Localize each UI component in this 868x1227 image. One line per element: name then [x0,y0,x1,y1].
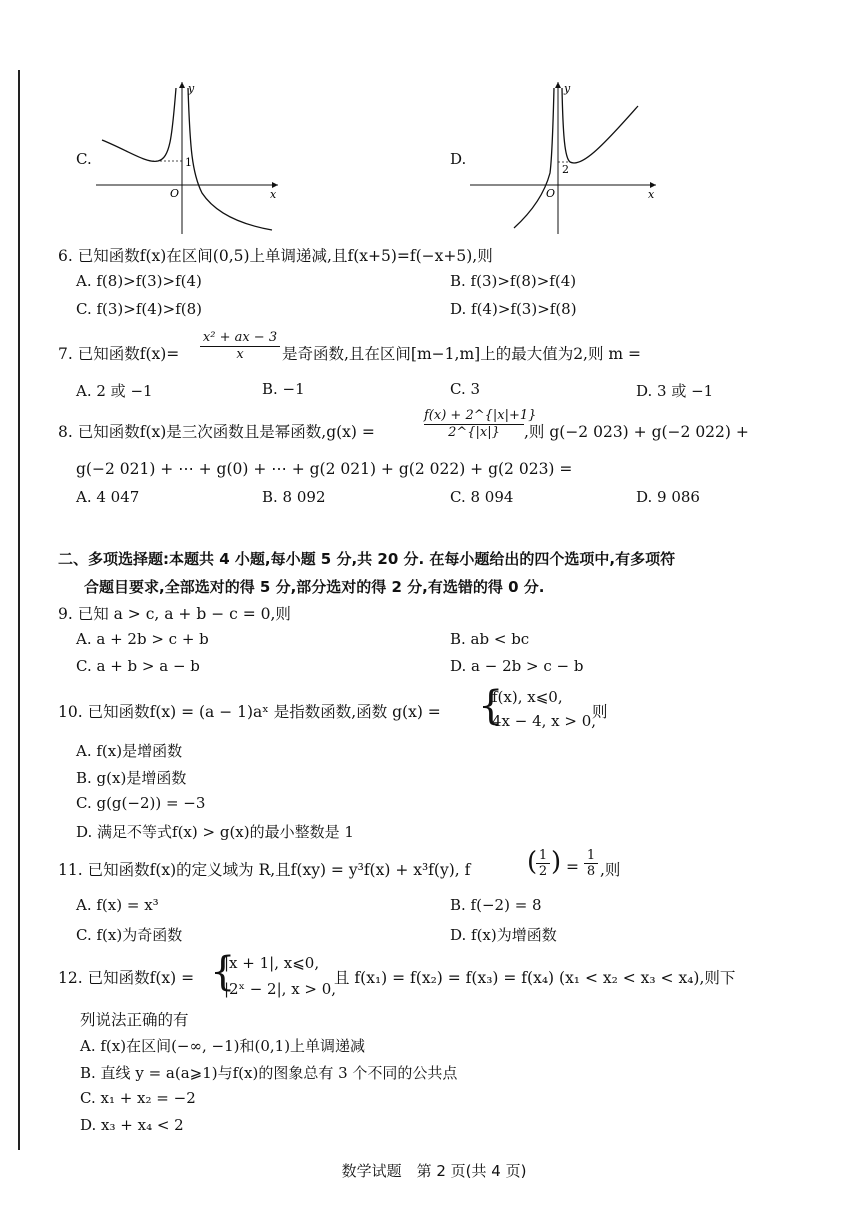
q9-option-b: B. ab < bc [450,630,530,648]
q8-stem-line2: g(−2 021) + ⋯ + g(0) + ⋯ + g(2 021) + g(2 022) + g(2 023) = [76,460,573,478]
q8-stem-prefix: 8. 已知函数f(x)是三次函数且是幂函数,g(x) = [58,423,375,441]
q6-option-a: A. f(8)>f(3)>f(4) [76,272,202,290]
q11-arg-num: 1 [536,848,550,864]
graph-d-x-label: x [648,188,655,201]
q8-option-a: A. 4 047 [76,488,140,506]
q8-stem-suffix: ,则 g(−2 023) + g(−2 022) + [524,423,749,441]
q12-piece1: |x + 1|, x⩽0, [224,954,320,972]
q8-frac-num: f(x) + 2^{|x|+1} [424,408,537,423]
q10-option-b: B. g(x)是增函数 [76,769,187,787]
graph-c-curve-right [188,88,272,230]
q11-option-c: C. f(x)为奇函数 [76,926,183,944]
q10-option-d: D. 满足不等式f(x) > g(x)的最小整数是 1 [76,823,354,841]
q11-option-d: D. f(x)为增函数 [450,926,557,944]
q10-piece2: 4x − 4, x > 0, [492,712,597,730]
q7-option-c: C. 3 [450,380,481,398]
q12-option-d: D. x₃ + x₄ < 2 [80,1116,184,1134]
q7-stem-prefix: 7. 已知函数f(x)= [58,345,180,363]
q7-option-b: B. −1 [262,380,305,398]
q9-option-c: C. a + b > a − b [76,657,200,675]
q11-arg-fraction [536,848,550,879]
q10-stem-suffix: 则 [592,703,608,721]
q12-stem-line2: 列说法正确的有 [80,1011,189,1029]
q6-option-c: C. f(3)>f(4)>f(8) [76,300,203,318]
q11-option-a: A. f(x) = x³ [76,896,159,914]
graph-c-tick-1: 1 [185,156,192,169]
q11-val-num: 1 [584,848,598,864]
q10-option-c: C. g(g(−2)) = −3 [76,794,206,812]
q7-fraction [200,330,280,362]
graph-c-y-label: y [188,82,195,95]
graph-d-origin: O [546,187,556,200]
q9-option-a: A. a + 2b > c + b [76,630,209,648]
q12-option-c: C. x₁ + x₂ = −2 [80,1089,196,1107]
q8-option-d: D. 9 086 [636,488,700,506]
q7-frac-num: x² + ax − 3 [200,330,280,347]
graph-d-tick-2: 2 [562,163,569,176]
q11-arg-den: 2 [538,864,548,879]
q7-stem-suffix: 是奇函数,且在区间[m−1,m]上的最大值为2,则 m = [282,345,642,363]
q11-eq: = [566,858,579,876]
graph-d-label: D. [450,150,467,168]
q10-piece1: f(x), x⩽0, [492,688,563,706]
q12-brace: { [210,949,236,995]
q12-stem-prefix: 12. 已知函数f(x) = [58,969,195,987]
q10-option-a: A. f(x)是增函数 [76,742,183,760]
q6-stem: 6. 已知函数f(x)在区间(0,5)上单调递减,且f(x+5)=f(−x+5),则 [58,247,493,265]
graph-d-curve-left [514,88,554,228]
q11-val-fraction [584,848,598,879]
graph-d-curve-right [562,88,638,163]
page-footer: 数学试题 第 2 页(共 4 页) [341,1162,527,1180]
q11-option-b: B. f(−2) = 8 [450,896,542,914]
q7-option-d: D. 3 或 −1 [636,382,714,400]
graph-c-curve-left [102,88,176,161]
q12-piece2: |2ˣ − 2|, x > 0, [224,980,337,998]
q12-option-a: A. f(x)在区间(−∞, −1)和(0,1)上单调递减 [80,1037,366,1055]
q11-val-den: 8 [586,864,596,879]
graph-c-label: C. [76,150,92,168]
q8-frac-den: 2^{|x|} [448,425,500,440]
left-margin-rule [18,70,20,1150]
q8-fraction [424,408,537,440]
q11-stem-suffix: ,则 [600,861,621,879]
graph-c [92,78,282,238]
section2-heading-line2: 合题目要求,全部选对的得 5 分,部分选对的得 2 分,有选错的得 0 分. [84,578,545,596]
q9-stem: 9. 已知 a > c, a + b − c = 0,则 [58,605,291,623]
q11-stem-prefix: 11. 已知函数f(x)的定义域为 R,且f(xy) = y³f(x) + x³f(y), f [58,861,471,879]
q7-option-a: A. 2 或 −1 [76,382,153,400]
q10-stem-prefix: 10. 已知函数f(x) = (a − 1)aˣ 是指数函数,函数 g(x) = [58,703,441,721]
q6-option-b: B. f(3)>f(8)>f(4) [450,272,577,290]
q7-frac-den: x [236,347,244,362]
q6-option-d: D. f(4)>f(3)>f(8) [450,300,577,318]
graph-d [466,78,661,238]
q10-brace: { [478,683,504,729]
q12-stem-suffix: 且 f(x₁) = f(x₂) = f(x₃) = f(x₄) (x₁ < x₂ < x₃ < x₄),则下 [334,969,736,987]
section2-heading-line1: 二、多项选择题:本题共 4 小题,每小题 5 分,共 20 分. 在每小题给出的四个选项中,有多项符 [58,550,676,568]
graph-d-y-label: y [564,82,571,95]
graph-c-origin: O [170,187,180,200]
graph-c-x-label: x [270,188,277,201]
q12-option-b: B. 直线 y = a(a⩾1)与f(x)的图象总有 3 个不同的公共点 [80,1064,458,1082]
q8-option-b: B. 8 092 [262,488,326,506]
q8-option-c: C. 8 094 [450,488,514,506]
q9-option-d: D. a − 2b > c − b [450,657,584,675]
